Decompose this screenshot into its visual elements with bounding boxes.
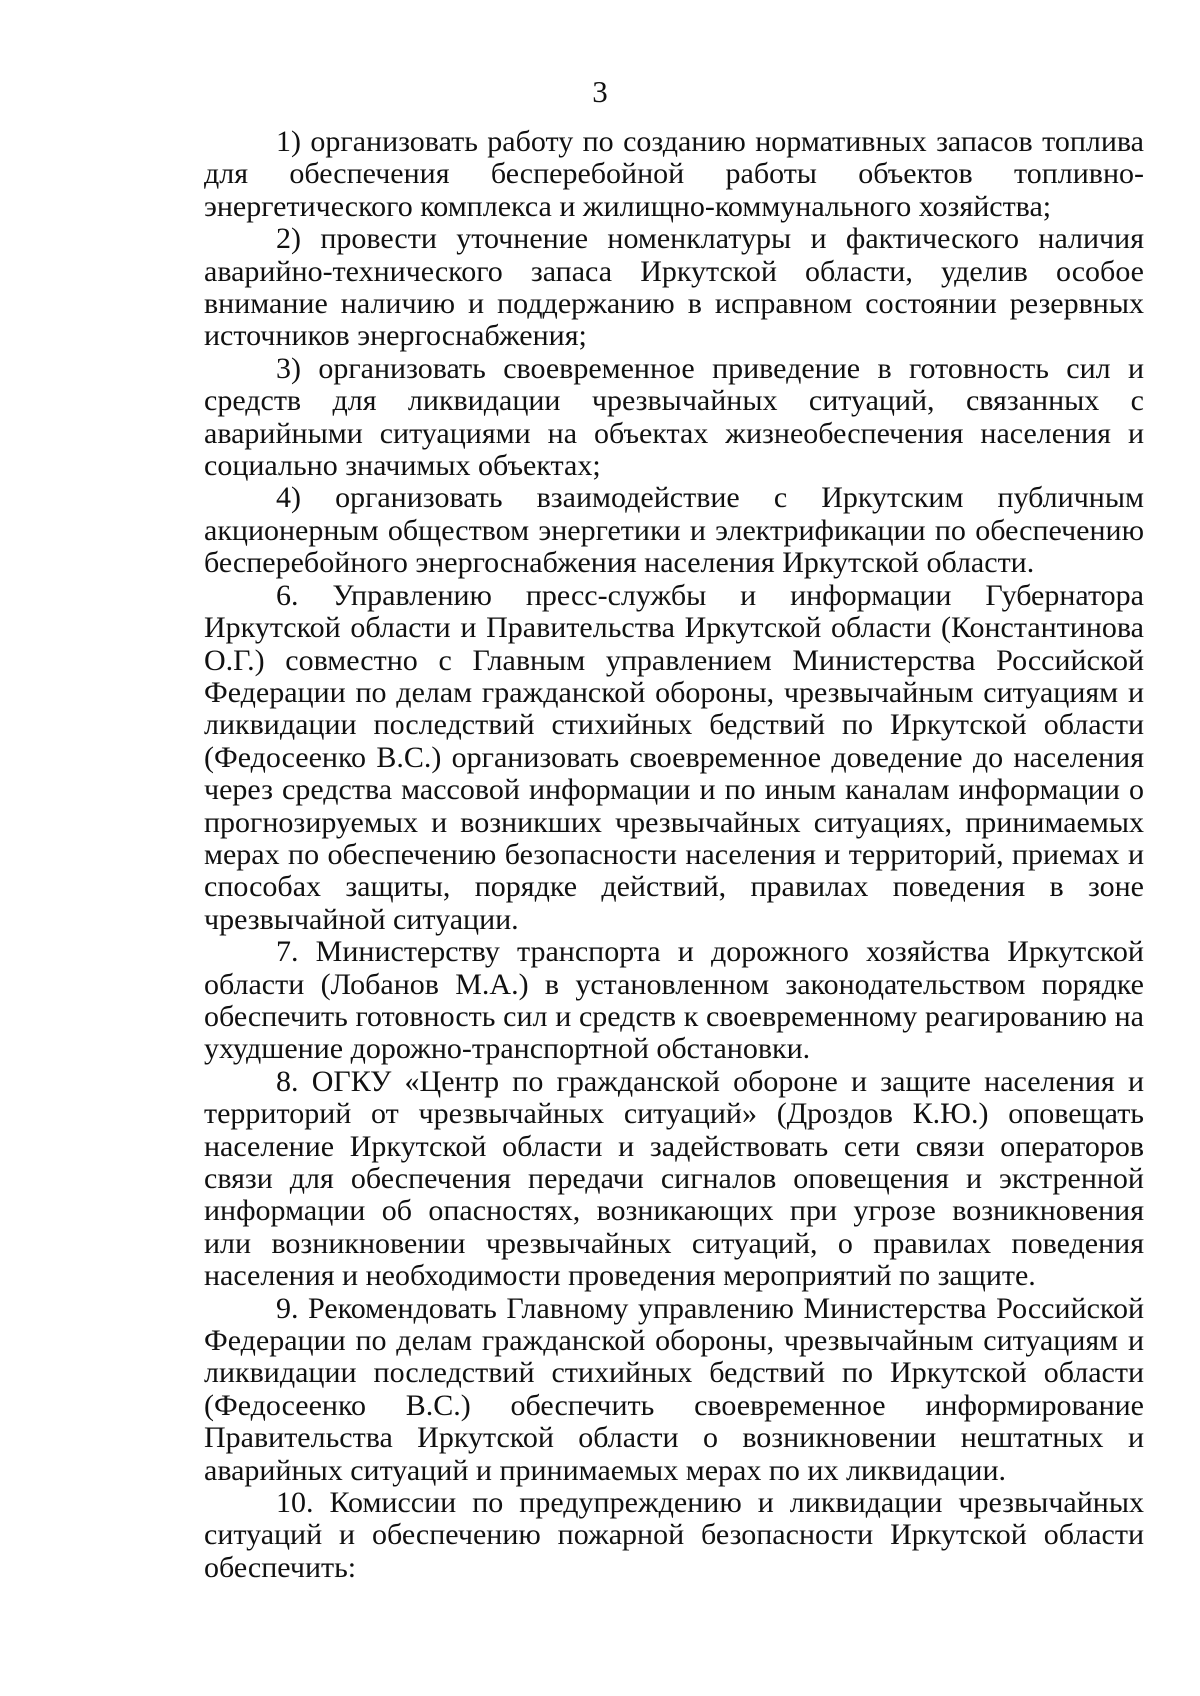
paragraph-item-3: 3) организовать своевременное приведение в готовность сил и средств для ликвидации чрезвычайных ситуаций, связанных с аварийными ситуациями на объектах жизнеобеспечения населения и социально значимых объектах; (204, 351, 1144, 483)
paragraph-section-6: 6. Управлению пресс-службы и информации Губернатора Иркутской области и Правительства Иркутской области (Константинова О.Г.) совместно с Главным управлением Министерства Российской Федерации по делам гражданской обороны, чрезвычайным ситуациям и ликвидации последствий стихийных бедствий по Иркутской области (Федосеенко В.С.) организовать своевременное доведение до населения через средства массовой информации и по иным каналам информации о прогнозируемых и возникших чрезвычайных ситуациях, принимаемых мерах по обеспечению безопасности населения и территорий, приемах и способах защиты, порядке действий, правилах поведения в зоне чрезвычайной ситуации. (204, 578, 1144, 936)
document-body (204, 126, 1144, 1584)
paragraph-section-8: 8. ОГКУ «Центр по гражданской обороне и защите населения и территорий от чрезвычайных ситуаций» (Дроздов К.Ю.) оповещать население Иркутской области и задействовать сети связи операторов связи для обеспечения передачи сигналов оповещения и экстренной информации об опасностях, возникающих при угрозе возникновения или возникновении чрезвычайных ситуаций, о правилах поведения населения и необходимости проведения мероприятий по защите. (204, 1064, 1144, 1293)
paragraph-item-1: 1) организовать работу по созданию нормативных запасов топлива для обеспечения бесперебойной работы объектов топливно-энергетического комплекса и жилищно-коммунального хозяйства; (204, 125, 1144, 223)
page-number: 3 (592, 74, 608, 109)
paragraph-item-4: 4) организовать взаимодействие с Иркутским публичным акционерным обществом энергетики и электрификации по обеспечению бесперебойного энергоснабжения населения Иркутской области. (204, 481, 1144, 580)
paragraph-item-2: 2) провести уточнение номенклатуры и фактического наличия аварийно-технического запаса Иркутской области, уделив особое внимание наличию и поддержанию в исправном состоянии резервных источников энергоснабжения; (204, 222, 1144, 353)
paragraph-section-9: 9. Рекомендовать Главному управлению Министерства Российской Федерации по делам гражданской обороны, чрезвычайным ситуациям и ликвидации последствий стихийных бедствий по Иркутской области (Федосеенко В.С.) обеспечить своевременное информирование Правительства Иркутской области о возникновении нештатных и аварийных ситуаций и принимаемых мерах по их ликвидации. (204, 1291, 1144, 1487)
paragraph-section-10: 10. Комиссии по предупреждению и ликвидации чрезвычайных ситуаций и обеспечению пожарной безопасности Иркутской области обеспечить: (204, 1486, 1144, 1584)
paragraph-section-7: 7. Министерству транспорта и дорожного хозяйства Иркутской области (Лобанов М.А.) в установленном законодательством порядке обеспечить готовность сил и средств к своевременному реагированию на ухудшение дорожно-транспортной обстановки. (204, 935, 1144, 1066)
